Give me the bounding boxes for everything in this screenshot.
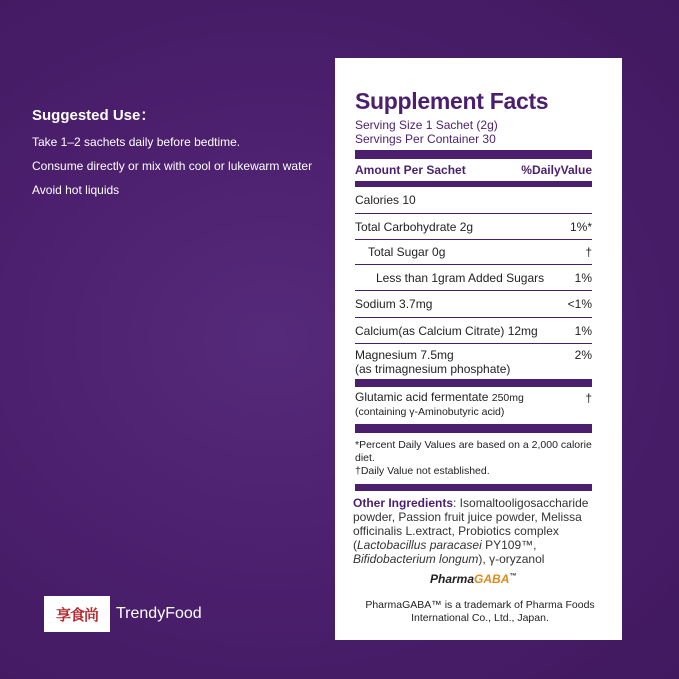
nutrient-label: Total Sugar 0g: [368, 245, 446, 259]
suggested-use-section: [32, 104, 312, 207]
header-amount: Amount Per Sachet: [355, 163, 466, 177]
ingredients-italic: Lactobacillus paracasei: [357, 538, 482, 552]
nutrient-dv: <1%: [567, 297, 592, 311]
ingredients-label: Other Ingredients: [353, 496, 454, 510]
facts-header-row: [355, 159, 592, 182]
facts-row: [355, 187, 592, 214]
facts-table: [355, 88, 592, 491]
brand-name: TrendyFood: [116, 605, 202, 622]
thick-rule: [355, 424, 592, 433]
nutrient-dv: 1%: [574, 270, 592, 285]
facts-row: [355, 344, 592, 379]
dv-footnote-dagger: †Daily Value not established.: [355, 465, 490, 477]
suggested-use-heading: Suggested Use：: [32, 107, 156, 124]
facts-row: [355, 318, 592, 344]
logo-gaba: GABA: [474, 572, 510, 586]
facts-row: [355, 265, 592, 291]
nutrient-dv: 1%*: [569, 219, 592, 234]
nutrient-label: Sodium 3.7mg: [355, 297, 433, 311]
nutrient-label: Magnesium 7.5mg: [355, 348, 454, 362]
serving-size: Serving Size 1 Sachet (2g): [355, 118, 498, 132]
facts-row: [355, 387, 592, 424]
ingredients-italic: Bifidobacterium longum: [353, 552, 479, 566]
brand: [44, 596, 202, 632]
logo-pharma: Pharma: [430, 572, 475, 586]
nutrient-label: Less than 1gram Added Sugars: [376, 270, 545, 285]
ingredients-text: PY109™,: [481, 538, 537, 552]
trademark-notice: PharmaGABA™ is a trademark of Pharma Foods International Co., Ltd., Japan.: [365, 599, 595, 624]
nutrient-dv: 2%: [574, 348, 592, 362]
other-ingredients: [353, 496, 611, 566]
servings-per-container: Servings Per Container 30: [355, 132, 496, 146]
supplement-facts-panel: [335, 58, 622, 640]
facts-row: [355, 291, 592, 318]
logo-tm: ™: [509, 573, 517, 580]
nutrient-label-group: [355, 348, 510, 376]
facts-row: [355, 240, 592, 265]
header-dv: %DailyValue: [521, 163, 592, 177]
facts-title: Supplement Facts: [355, 88, 549, 114]
nutrient-label-group: [355, 391, 524, 419]
suggested-use-line: Avoid hot liquids: [32, 183, 120, 197]
nutrient-label: Calories 10: [355, 193, 416, 207]
nutrient-label: Glutamic acid fermentate: [355, 390, 489, 404]
ingredients-text: : Isomaltooligosaccharide powder, Passion fruit juice powder, Melissa officinalis L.extract, Probiotics complex (: [353, 496, 589, 552]
thick-rule: [355, 484, 592, 491]
nutrient-amount: 250mg: [491, 392, 524, 404]
thick-rule: [355, 379, 592, 387]
nutrient-label: Calcium(as Calcium Citrate) 12mg: [355, 323, 538, 338]
dv-footnote: *Percent Daily Values are based on a 2,000 calorie diet.: [355, 439, 592, 464]
suggested-use-line: Consume directly or mix with cool or lukewarm water: [32, 159, 313, 173]
nutrient-label: Total Carbohydrate 2g: [355, 219, 474, 234]
pharmagaba-logo: [430, 572, 516, 586]
facts-row: [355, 214, 592, 240]
nutrient-dv: †: [585, 245, 592, 259]
nutrient-sublabel: (as trimagnesium phosphate): [355, 362, 511, 376]
nutrient-dv: †: [585, 391, 592, 405]
thick-rule: [355, 150, 592, 159]
brand-logo: 享食尚: [44, 596, 110, 632]
suggested-use-line: Take 1–2 sachets daily before bedtime.: [32, 135, 241, 149]
nutrient-dv: 1%: [574, 323, 592, 338]
nutrient-sublabel: (containing γ-Aminobutyric acid): [355, 406, 505, 418]
ingredients-text: ), γ-oryzanol: [478, 552, 545, 566]
